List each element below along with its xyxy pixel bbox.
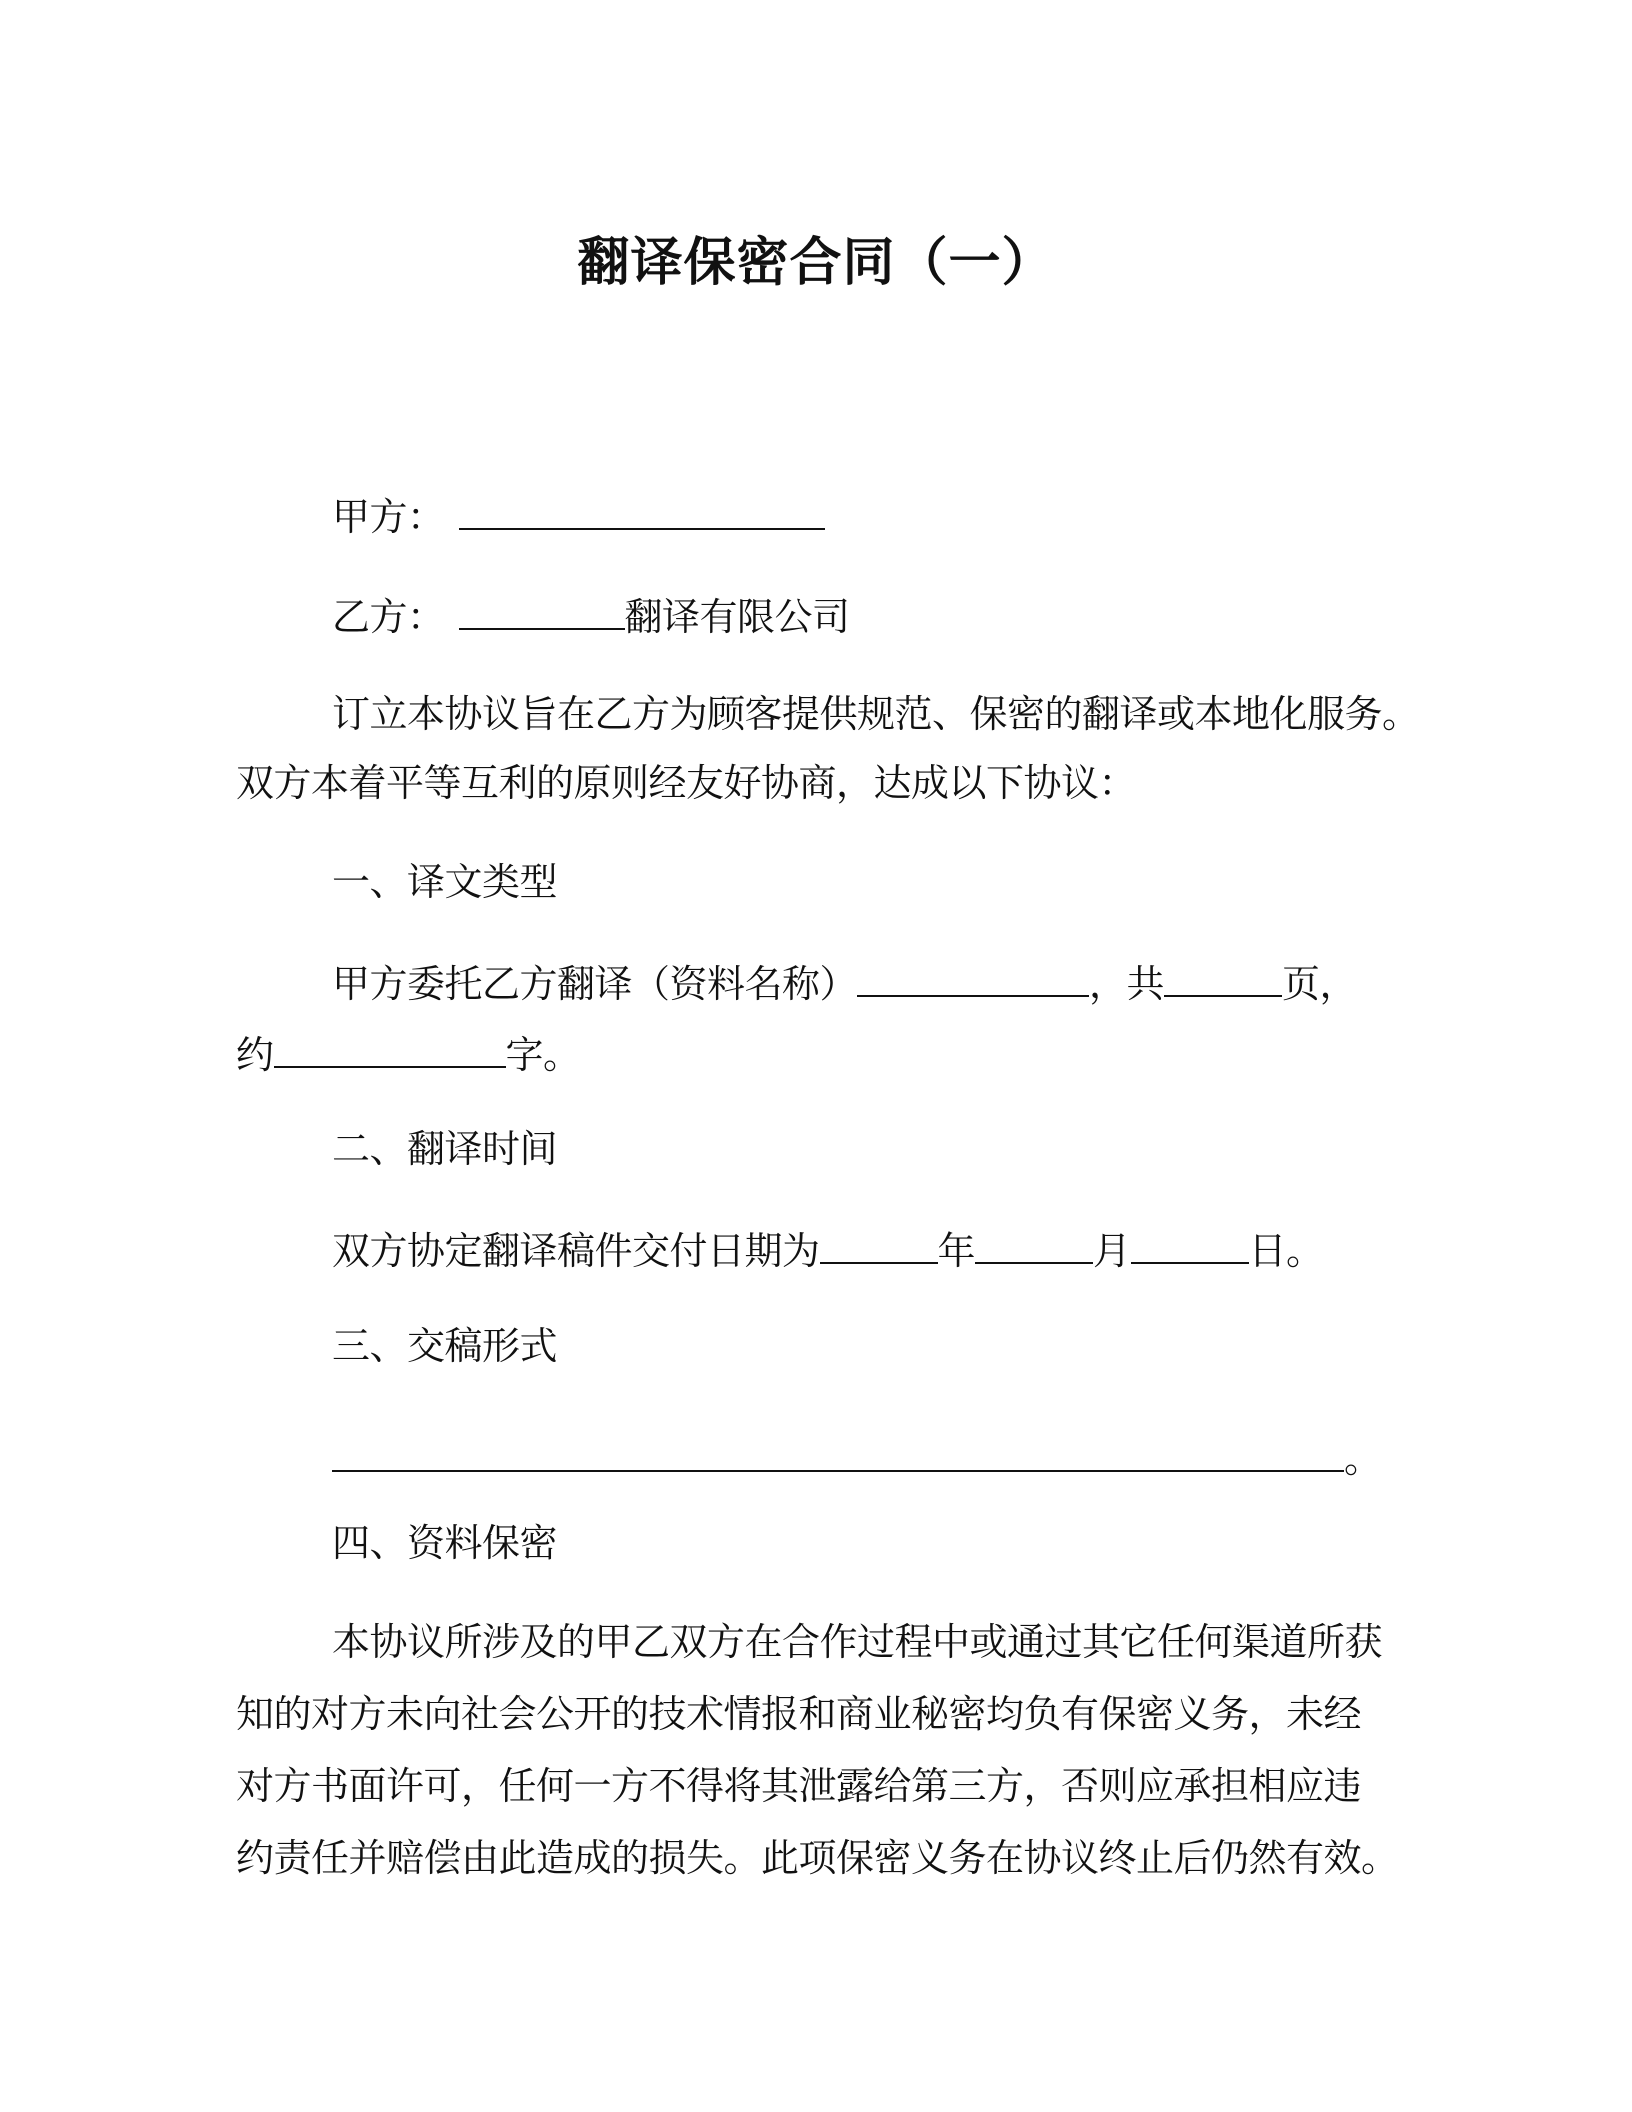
section-1-heading: 一、译文类型: [332, 860, 558, 904]
material-name-blank: [857, 955, 1089, 997]
day-blank: [1131, 1222, 1249, 1264]
s3-period: 。: [1344, 1437, 1382, 1481]
delivery-format-blank: [332, 1430, 1344, 1472]
intro-line-1: 订立本协议旨在乙方为顾客提供规范、保密的翻译或本地化服务。: [332, 692, 1420, 736]
s1-text-b: ，共: [1089, 962, 1165, 1006]
s1-text-c: 页，: [1282, 962, 1358, 1006]
year-blank: [820, 1222, 938, 1264]
document-title: 翻译保密合同（一）: [577, 233, 1055, 293]
s1-text-d: 约: [236, 1033, 274, 1077]
section-2-line: [332, 1222, 1324, 1277]
section-1-line-2: [236, 1026, 581, 1081]
party-a-blank: [459, 488, 825, 530]
s1-text-a: 甲方委托乙方翻译（资料名称）: [332, 962, 858, 1006]
s1-text-e: 字。: [505, 1033, 581, 1077]
word-count-blank: [274, 1026, 506, 1068]
intro-line-2: 双方本着平等互利的原则经友好协商，达成以下协议：: [236, 761, 1137, 805]
section-2-heading: 二、翻译时间: [332, 1127, 558, 1171]
section-4-line-2: 知的对方未向社会公开的技术情报和商业秘密均负有保密义务，未经: [236, 1692, 1362, 1736]
section-1-line-1: [332, 955, 1357, 1010]
party-b-blank: [459, 588, 625, 630]
day-label: 日。: [1248, 1229, 1324, 1273]
section-4-heading: 四、资料保密: [332, 1521, 558, 1565]
section-4-line-1: 本协议所涉及的甲乙双方在合作过程中或通过其它任何渠道所获: [332, 1620, 1383, 1664]
section-3-heading: 三、交稿形式: [332, 1324, 558, 1368]
party-b-line: [332, 588, 850, 643]
section-3-line: [332, 1430, 1382, 1485]
party-b-suffix: 翻译有限公司: [624, 595, 850, 639]
party-a-line: [332, 488, 825, 543]
section-4-line-4: 约责任并赔偿由此造成的损失。此项保密义务在协议终止后仍然有效。: [236, 1836, 1399, 1880]
s2-text-a: 双方协定翻译稿件交付日期为: [332, 1229, 820, 1273]
year-label: 年: [937, 1229, 976, 1273]
party-b-label: 乙方：: [332, 595, 445, 639]
section-4-line-3: 对方书面许可，任何一方不得将其泄露给第三方，否则应承担相应违: [236, 1764, 1362, 1808]
month-label: 月: [1093, 1229, 1131, 1273]
page-count-blank: [1164, 955, 1282, 997]
month-blank: [975, 1222, 1093, 1264]
party-a-label: 甲方：: [332, 495, 445, 539]
